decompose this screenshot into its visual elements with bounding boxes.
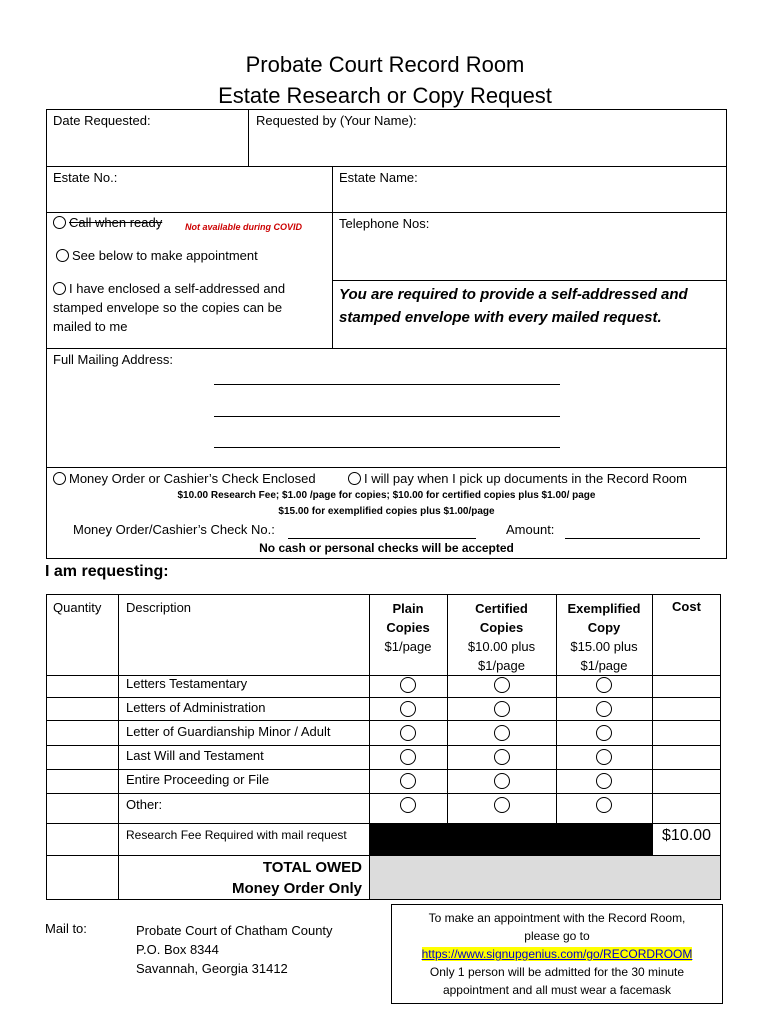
fees-line-1: $10.00 Research Fee; $1.00 /page for copies; $10.00 for certified copies plus $1.00/ page: [177, 490, 596, 501]
address-line-1[interactable]: [214, 384, 560, 385]
telephone-field[interactable]: Telephone Nos:: [339, 216, 430, 231]
plain-header-line: $1/page: [384, 639, 432, 654]
plain-copies-radio[interactable]: [400, 749, 416, 765]
radio-button[interactable]: [56, 249, 69, 262]
estate-no-field[interactable]: Estate No.:: [53, 170, 118, 185]
pay-at-pickup-label: I will pay when I pick up documents in the Record Room: [364, 471, 687, 486]
required-envelope-note: You are required to provide a self-addressed and stamped envelope with every mailed request.: [339, 286, 688, 326]
total-owed-field[interactable]: [370, 856, 720, 899]
item-letters-testamentary: Letters Testamentary: [126, 676, 248, 691]
certified-header-line: Copies: [479, 620, 524, 635]
page-title-line1: Probate Court Record Room: [245, 52, 525, 77]
item-letter-guardianship: Letter of Guardianship Minor / Adult: [126, 724, 331, 739]
mail-to-line: Savannah, Georgia 31412: [136, 961, 288, 976]
divider: [46, 166, 727, 167]
call-when-ready-label: Call when ready: [69, 215, 163, 230]
radio-button[interactable]: [53, 282, 66, 295]
certified-copies-radio[interactable]: [494, 749, 510, 765]
total-owed-text: TOTAL OWED: [262, 859, 362, 876]
money-order-option[interactable]: [53, 471, 316, 486]
divider: [332, 166, 333, 348]
radio-button[interactable]: [53, 472, 66, 485]
certified-header-line: $1/page: [478, 658, 525, 673]
research-fee-cost: $10.00: [662, 827, 711, 844]
address-line-2[interactable]: [214, 416, 560, 417]
requesting-heading: I am requesting:: [45, 563, 169, 580]
enclosed-envelope-option[interactable]: [53, 279, 321, 336]
plain-copies-header: [369, 599, 447, 656]
certified-copies-radio[interactable]: [494, 701, 510, 717]
description-header: Description: [126, 600, 192, 615]
plain-header-line: Copies: [386, 620, 430, 635]
call-when-ready-option[interactable]: [53, 215, 162, 230]
plain-copies-radio[interactable]: [400, 701, 416, 717]
item-other: Other:: [126, 797, 163, 812]
appointment-text: [391, 909, 723, 999]
fees-line-2: $15.00 for exemplified copies plus $1.00/page: [278, 506, 495, 517]
divider: [332, 212, 727, 213]
item-last-will: Last Will and Testament: [126, 748, 264, 763]
radio-button[interactable]: [348, 472, 361, 485]
check-no-field[interactable]: [288, 538, 476, 539]
appointment-line: To make an appointment with the Record Room,: [428, 911, 686, 925]
exemplified-copy-header: [556, 599, 652, 675]
appointment-line: Only 1 person will be admitted for the 30 minute: [429, 965, 685, 979]
exemplified-copy-radio[interactable]: [596, 773, 612, 789]
plain-copies-radio[interactable]: [400, 725, 416, 741]
cost-header: Cost: [672, 599, 701, 614]
mail-to-label: Mail to:: [45, 921, 87, 936]
quantity-header: Quantity: [53, 600, 102, 615]
exemplified-header-line: $15.00 plus: [570, 639, 638, 654]
no-cash-note: No cash or personal checks will be accepted: [259, 541, 514, 555]
exemplified-copy-radio[interactable]: [596, 701, 612, 717]
plain-header-line: Plain: [392, 601, 424, 616]
money-order-label: Money Order or Cashier’s Check Enclosed: [69, 471, 316, 486]
pay-at-pickup-option[interactable]: [348, 471, 687, 486]
enclosed-envelope-label: I have enclosed a self-addressed and stamped envelope so the copies can be mailed to me: [53, 281, 286, 334]
address-line-3[interactable]: [214, 447, 560, 448]
appointment-line: please go to: [524, 929, 590, 943]
amount-label: Amount:: [506, 522, 555, 537]
certified-header-line: $10.00 plus: [467, 639, 536, 654]
plain-copies-radio[interactable]: [400, 677, 416, 693]
row-divider: [46, 769, 721, 770]
requested-by-field[interactable]: Requested by (Your Name):: [256, 113, 417, 128]
plain-copies-radio[interactable]: [400, 797, 416, 813]
total-owed-label: [119, 857, 362, 899]
divider: [332, 280, 727, 281]
certified-copies-radio[interactable]: [494, 677, 510, 693]
divider: [46, 348, 727, 349]
certified-copies-radio[interactable]: [494, 773, 510, 789]
covid-note: Not available during COVID: [185, 222, 303, 232]
page-title-line2: Estate Research or Copy Request: [218, 83, 552, 108]
row-divider: [46, 793, 721, 794]
row-divider: [46, 745, 721, 746]
column-divider: [652, 594, 653, 855]
exemplified-copy-radio[interactable]: [596, 677, 612, 693]
exemplified-header-line: $1/page: [580, 658, 628, 673]
money-order-only-text: Money Order Only: [231, 880, 362, 897]
appointment-line: appointment and all must wear a facemask: [442, 983, 672, 997]
estate-name-field[interactable]: Estate Name:: [339, 170, 418, 185]
blacked-out-cells: [370, 824, 652, 855]
mail-to-line: Probate Court of Chatham County: [136, 923, 333, 938]
item-letters-administration: Letters of Administration: [126, 700, 266, 715]
exemplified-copy-radio[interactable]: [596, 749, 612, 765]
mail-to-address: [136, 921, 333, 978]
amount-field[interactable]: [565, 538, 700, 539]
signup-link[interactable]: https://www.signupgenius.com/go/RECORDROOM: [421, 947, 693, 961]
see-below-option[interactable]: [56, 248, 258, 263]
exemplified-copy-radio[interactable]: [596, 725, 612, 741]
item-entire-proceeding: Entire Proceeding or File: [126, 772, 270, 787]
divider: [248, 109, 249, 166]
exemplified-header-line: Exemplified: [567, 601, 641, 616]
divider: [46, 467, 727, 468]
certified-copies-radio[interactable]: [494, 725, 510, 741]
see-below-label: See below to make appointment: [72, 248, 258, 263]
certified-copies-header: [447, 599, 556, 675]
radio-button[interactable]: [53, 216, 66, 229]
research-fee-label: Research Fee Required with mail request: [126, 828, 347, 842]
full-mailing-address-label: Full Mailing Address:: [53, 352, 173, 367]
row-divider: [46, 697, 721, 698]
plain-copies-radio[interactable]: [400, 773, 416, 789]
certified-copies-radio[interactable]: [494, 797, 510, 813]
date-requested-field[interactable]: Date Requested:: [53, 113, 151, 128]
certified-header-line: Certified: [475, 601, 528, 616]
mail-to-line: P.O. Box 8344: [136, 942, 219, 957]
check-no-label: Money Order/Cashier’s Check No.:: [73, 522, 275, 537]
divider: [46, 212, 332, 213]
exemplified-header-line: Copy: [587, 620, 621, 635]
row-divider: [46, 720, 721, 721]
exemplified-copy-radio[interactable]: [596, 797, 612, 813]
